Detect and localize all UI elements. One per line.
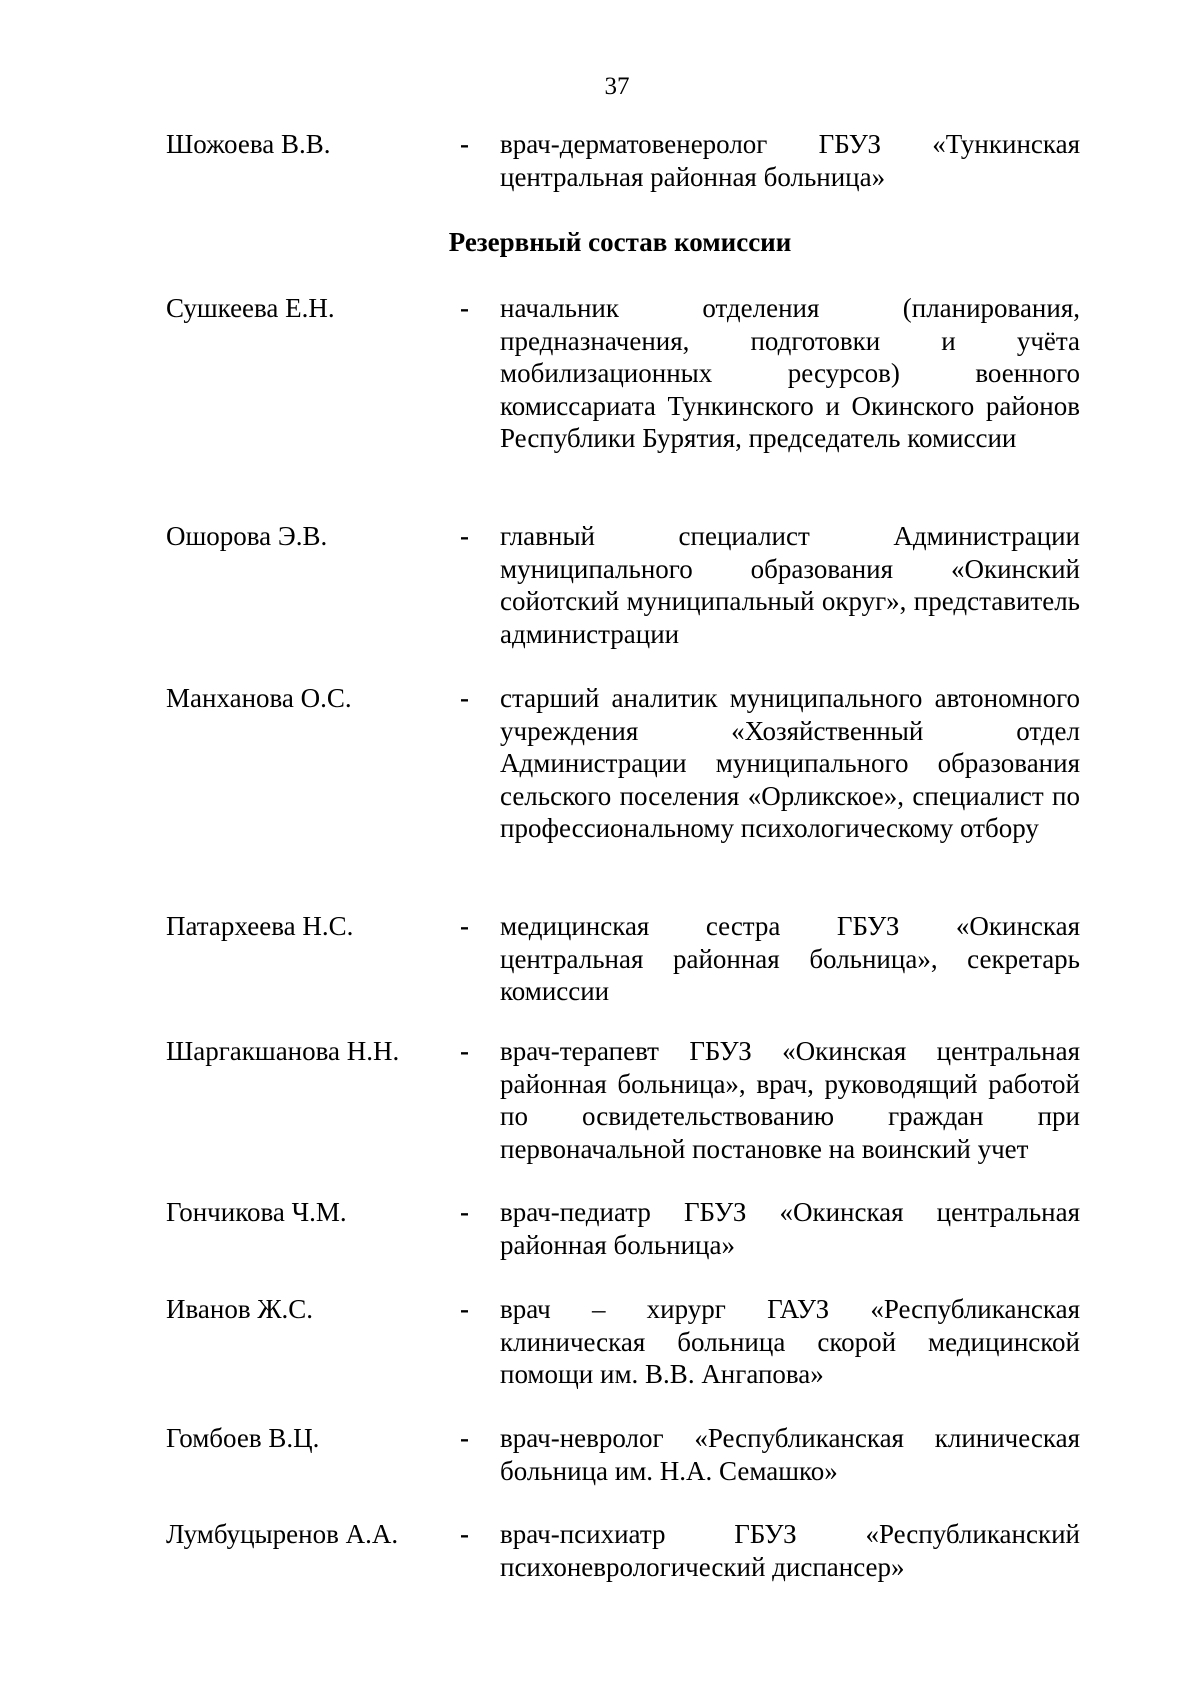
dash-separator: - bbox=[460, 1294, 469, 1324]
dash-separator: - bbox=[460, 293, 469, 323]
member-description: главный специалист Администрации муниципального образования «Окинский сойотский муниципальный округ», представитель администрации bbox=[500, 521, 1080, 649]
dash-separator: - bbox=[460, 1423, 469, 1453]
member-description: старший аналитик муниципального автономного учреждения «Хозяйственный отдел Администрации муниципального образования сельского поселения «Орликское», специалист по профессиональному психологическому отбору bbox=[500, 683, 1080, 843]
dash-separator: - bbox=[460, 911, 469, 941]
dash-separator: - bbox=[460, 683, 469, 713]
section-title: Резервный состав комиссии bbox=[448, 227, 792, 257]
member-name: Иванов Ж.С. bbox=[166, 1294, 314, 1324]
member-description: врач-невролог «Республиканская клиническая больница им. Н.А. Семашко» bbox=[500, 1423, 1080, 1486]
dash-separator: - bbox=[460, 1519, 469, 1549]
dash-separator: - bbox=[460, 1197, 469, 1227]
member-description: врач-дерматовенеролог ГБУЗ «Тункинская центральная районная больница» bbox=[500, 129, 1080, 192]
dash-separator: - bbox=[460, 129, 469, 159]
page-number: 37 bbox=[604, 73, 630, 100]
member-name: Лумбуцыренов А.А. bbox=[166, 1519, 399, 1549]
member-name: Гончикова Ч.М. bbox=[166, 1197, 347, 1227]
member-description: начальник отделения (планирования, предназначения, подготовки и учёта мобилизационных ресурсов) военного комиссариата Тункинского и Окинского районов Республики Бурятия, председатель комиссии bbox=[500, 293, 1080, 453]
member-name: Шаргакшанова Н.Н. bbox=[166, 1036, 400, 1066]
member-description: врач – хирург ГАУЗ «Республиканская клиническая больница скорой медицинской помощи им. В.В. Ангапова» bbox=[500, 1294, 1080, 1389]
member-name: Шожоева В.В. bbox=[166, 129, 331, 159]
member-description: врач-терапевт ГБУЗ «Окинская центральная районная больница», врач, руководящий работой по освидетельствованию граждан при первоначальной постановке на воинский учет bbox=[500, 1036, 1080, 1164]
dash-separator: - bbox=[460, 1036, 469, 1066]
member-name: Сушкеева Е.Н. bbox=[166, 293, 335, 323]
member-description: медицинская сестра ГБУЗ «Окинская центральная районная больница», секретарь комиссии bbox=[500, 911, 1080, 1006]
member-name: Ошорова Э.В. bbox=[166, 521, 328, 551]
member-name: Манханова О.С. bbox=[166, 683, 352, 713]
dash-separator: - bbox=[460, 521, 469, 551]
member-name: Патархеева Н.С. bbox=[166, 911, 354, 941]
member-description: врач-психиатр ГБУЗ «Республиканский психоневрологический диспансер» bbox=[500, 1519, 1080, 1582]
member-name: Гомбоев В.Ц. bbox=[166, 1423, 320, 1453]
member-description: врач-педиатр ГБУЗ «Окинская центральная районная больница» bbox=[500, 1197, 1080, 1260]
